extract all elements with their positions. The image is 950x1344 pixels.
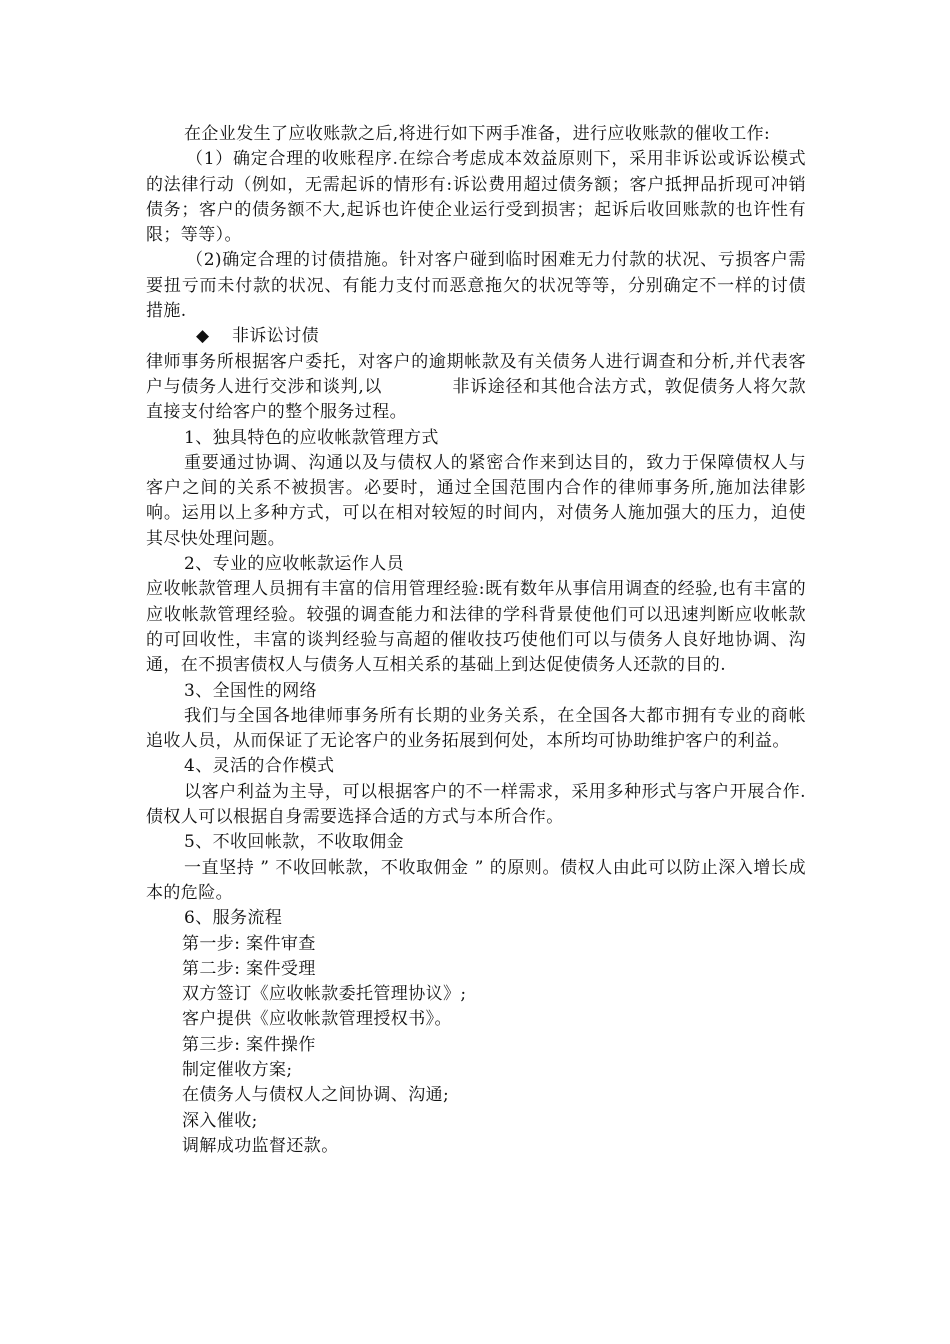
process-step: 第二步: 案件受理: [182, 958, 316, 979]
intro-paragraph: 在企业发生了应收账款之后,将进行如下两手准备，进行应收账款的催收工作:: [184, 124, 771, 144]
heading-6: 6、服务流程: [184, 908, 283, 929]
paragraph-5: 一直坚持 ” 不收回帐款，不收取佣金 ” 的原则。债权人由此可以防止深入增长成本的危险。: [146, 857, 806, 903]
step1-paragraph: （1）确定合理的收账程序.在综合考虑成本效益原则下，采用非诉讼或诉讼模式的法律行动（例如，无需起诉的情形有:诉讼费用超过债务额；客户抵押品折现可冲销债务；客户的债务额不大,起诉也许使企业运行受到损害；起诉后收回账款的也许性有限；等等）。: [146, 149, 806, 246]
paragraph-4: 以客户利益为主导，可以根据客户的不一样需求，采用多种形式与客户开展合作.债权人可以根据自身需要选择合适的方式与本所合作。: [146, 781, 806, 828]
paragraph-1: 重要通过协调、沟通以及与债权人的紧密合作来到达目的，致力于保障债权人与客户之间的关系不被损害。必要时，通过全国范围内合作的律师事务所,施加法律影响。运用以上多种方式，可以在相对较短的时间内，对债务人施加强大的压力，迫使其尽快处理问题。: [146, 452, 806, 549]
heading-5: 5、不收回帐款，不收取佣金: [184, 832, 405, 853]
process-step: 第三步: 案件操作: [182, 1034, 316, 1055]
heading-1: 1、独具特色的应收帐款管理方式: [184, 427, 439, 448]
process-step: 第一步: 案件审查: [182, 933, 316, 954]
bullet-heading-text: 非诉讼讨债: [232, 326, 319, 347]
non-litigation-paragraph: [146, 350, 806, 426]
process-step: 在债务人与债权人之间协调、沟通;: [182, 1085, 450, 1106]
heading-3: 3、全国性的网络: [184, 680, 318, 701]
process-step: 双方签订《应收帐款委托管理协议》;: [182, 984, 467, 1005]
step2-paragraph: （2)确定合理的讨债措施。针对客户碰到临时困难无力付款的状况、亏损客户需要扭亏而未付款的状况、有能力支付而恶意拖欠的状况等等，分别确定不一样的讨债措施.: [146, 250, 806, 322]
paragraph-3: 我们与全国各地律师事务所有长期的业务关系，在全国各大都市拥有专业的商帐追收人员，从而保证了无论客户的业务拓展到何处，本所均可协助维护客户的利益。: [146, 705, 806, 752]
non-litigation-text-a: 律师事务所根据客户委托，对客户的逾期帐款及有关债务人进行调查和分析,并代表客户与债务人进行交涉和谈判,以: [146, 351, 806, 397]
process-step: 制定催收方案;: [182, 1059, 293, 1080]
bullet-heading: [146, 324, 806, 349]
paragraph-2: 应收帐款管理人员拥有丰富的信用管理经验:既有数年从事信用调查的经验,也有丰富的应收帐款管理经验。较强的调查能力和法律的学科背景使他们可以迅速判断应收帐款的可回收性，丰富的谈判经验与高超的催收技巧使他们可以与债务人良好地协调、沟通，在不损害债权人与债务人互相关系的基础上到达促使债务人还款的目的.: [146, 579, 806, 676]
process-step: 调解成功监督还款。: [182, 1135, 339, 1156]
diamond-bullet-icon: ◆: [196, 326, 210, 347]
process-step: 深入催收;: [182, 1110, 258, 1131]
heading-2: 2、专业的应收帐款运作人员: [184, 554, 405, 575]
non-litigation-text-b: 非诉途径和其他合法方式，敦促债务人将欠款直接支付给客户的整个服务过程。: [146, 376, 806, 423]
heading-4: 4、灵活的合作模式: [184, 756, 335, 777]
document-page: [146, 122, 806, 1159]
process-step: 客户提供《应收帐款管理授权书》。: [182, 1009, 452, 1030]
